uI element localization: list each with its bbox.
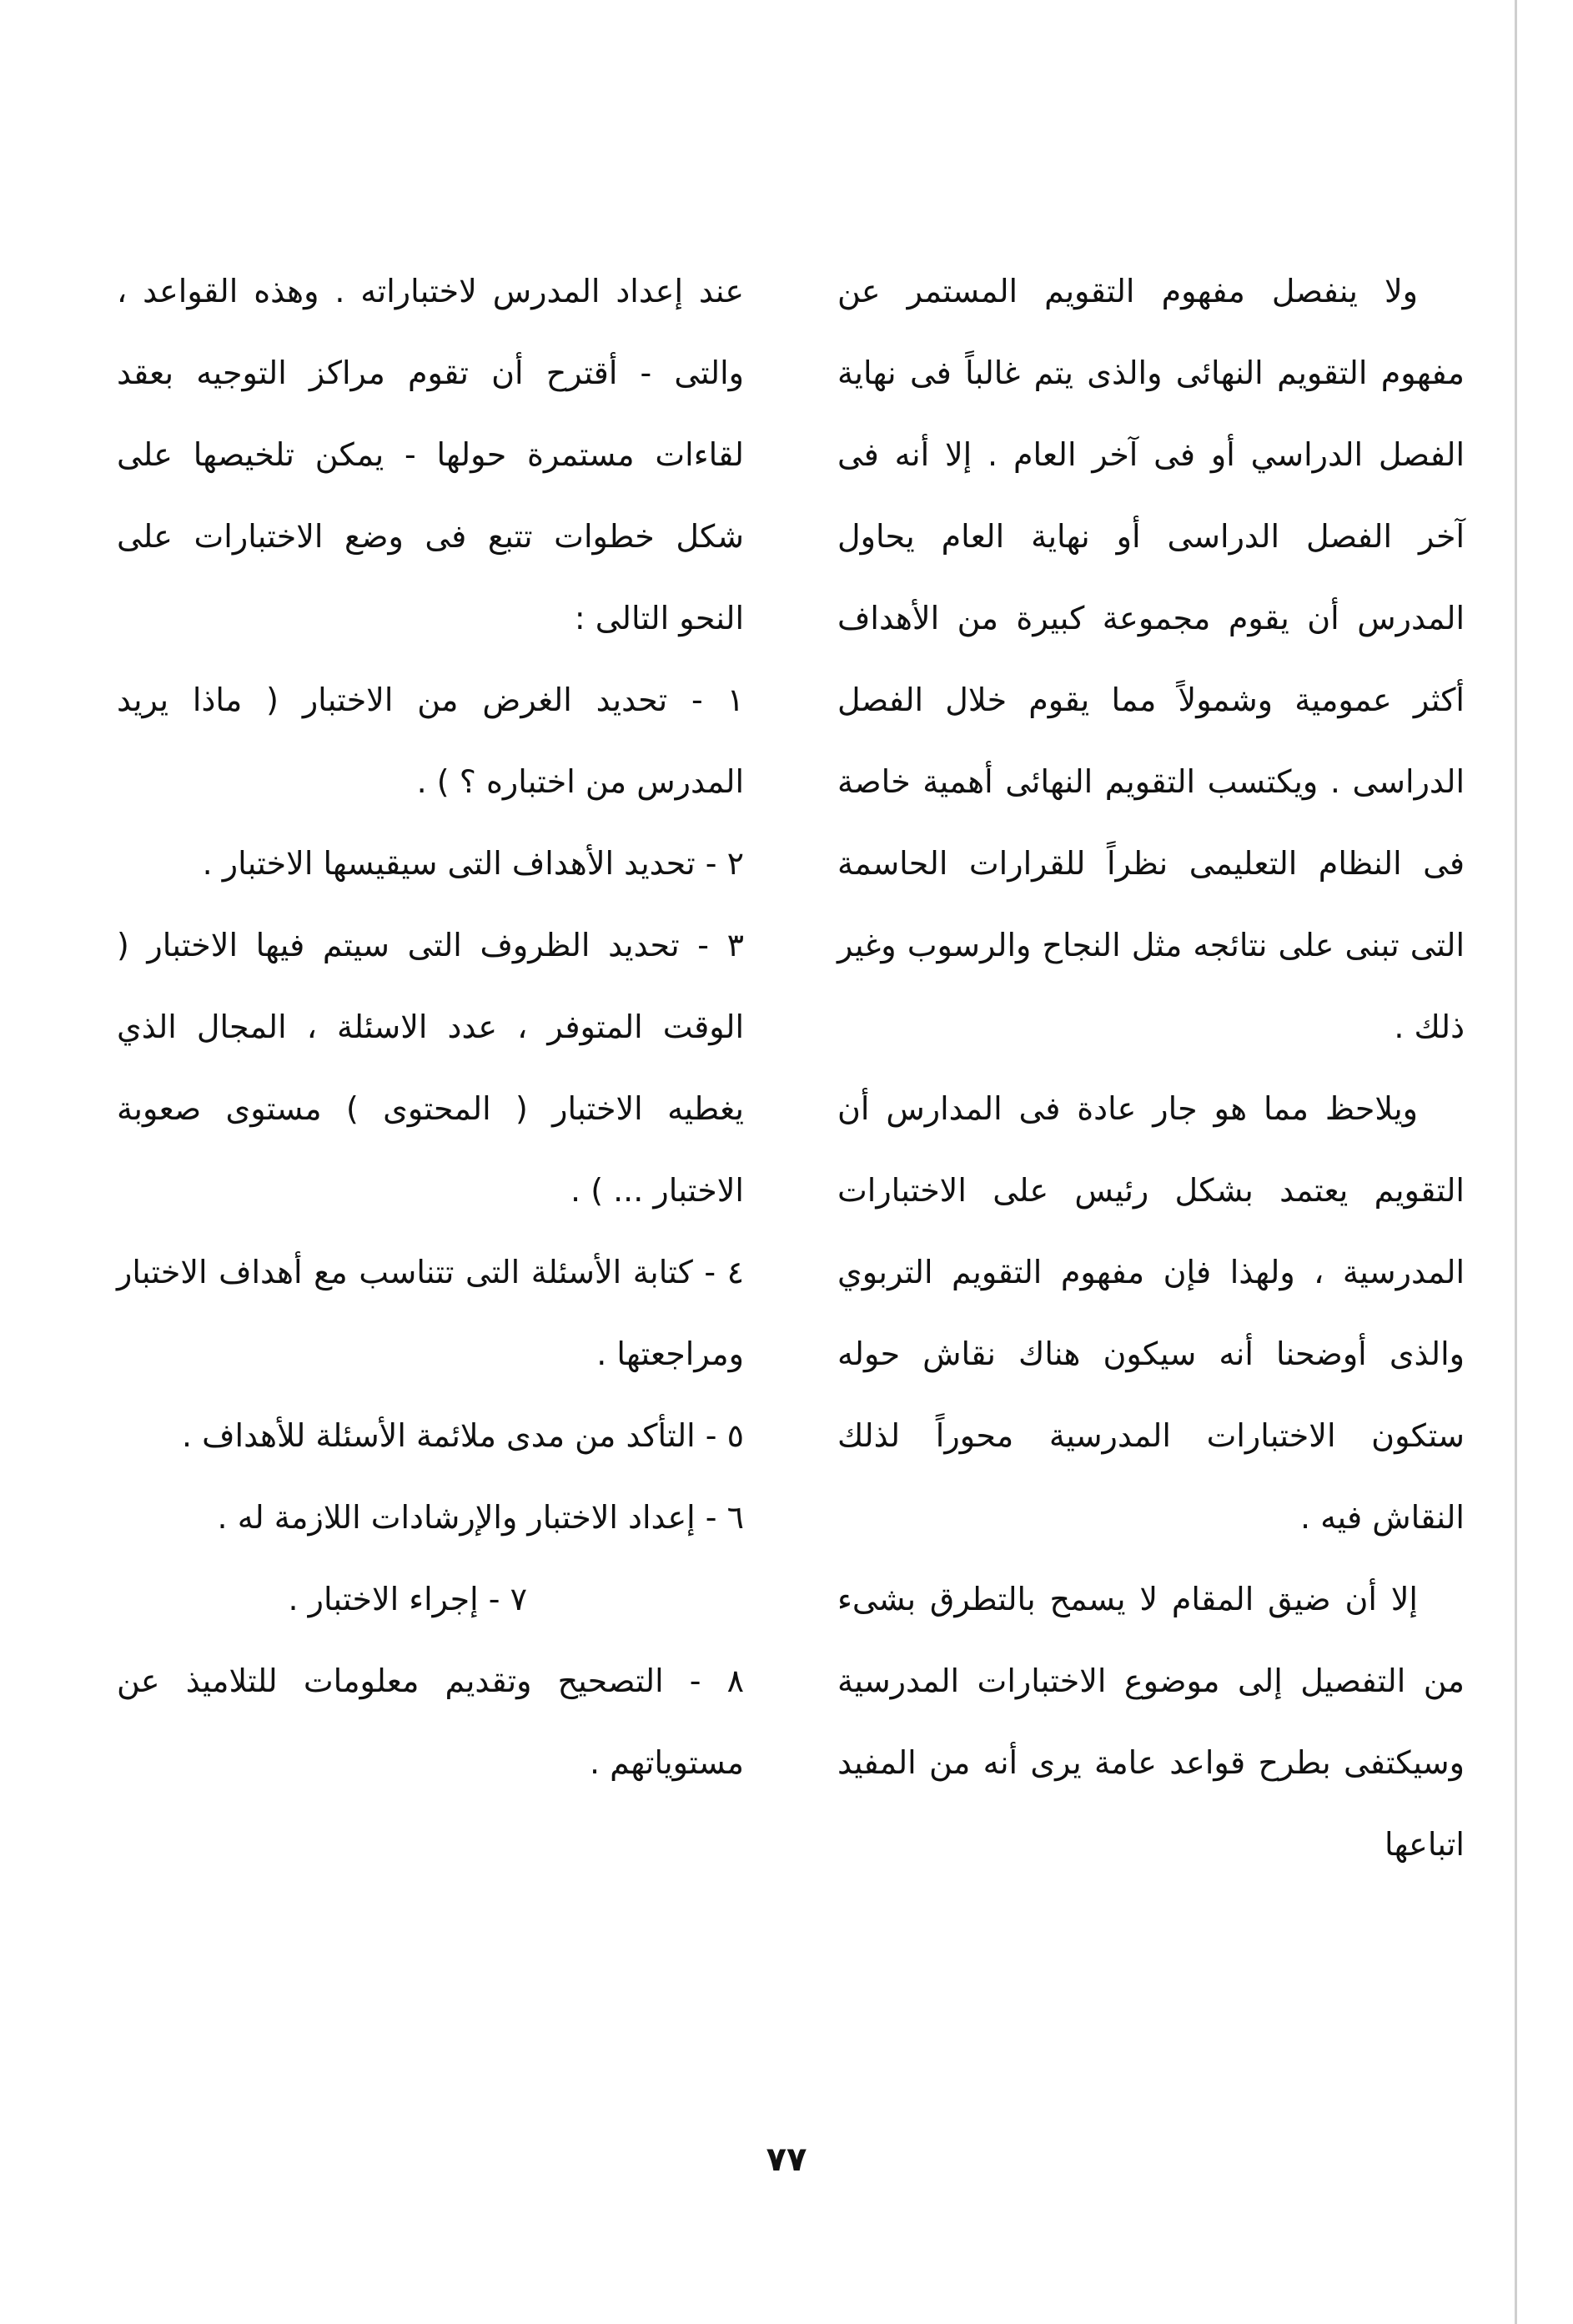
paragraph-rules-intro: عند إعداد المدرس لاختباراته . وهذه القواعد ، والتى - أقترح أن تقوم مراكز التوجيه بعقد لقاءات مستمرة حولها - يمكن تلخيصها على شكل خطوات تتبع فى وضع الاختبارات على النحو التالى : <box>117 273 744 636</box>
paragraph-school-tests: ويلاحظ مما هو جار عادة فى المدارس أن التقويم يعتمد بشكل رئيس على الاختبارات المدرسية ، ولهذا فإن مفهوم التقويم التربوي والذى أوضحنا أنه سيكون هناك نقاش حوله ستكون الاختبارات المدرسية محوراً لذلك النقاش فيه . <box>837 1090 1465 1536</box>
step-item: ٥ - التأكد من مدى ملائمة الأسئلة للأهداف . <box>181 1417 744 1454</box>
step-item: ٦ - إعداد الاختبار والإرشادات اللازمة له . <box>217 1499 744 1536</box>
left-text-column <box>117 250 744 1803</box>
step-item: ٨ - التصحيح وتقديم معلومات للتلاميذ عن مستوياتهم . <box>117 1663 744 1781</box>
step-item: ٢ - تحديد الأهداف التى سيقيسها الاختبار . <box>202 845 744 882</box>
step-item: ١ - تحديد الغرض من الاختبار ( ماذا يريد المدرس من اختباره ؟ ) . <box>117 682 744 800</box>
paragraph-final-evaluation: ولا ينفصل مفهوم التقويم المستمر عن مفهوم التقويم النهائى والذى يتم غالباً فى نهاية الفصل الدراسي أو فى آخر العام . إلا أنه فى آخر الفصل الدراسى أو نهاية العام يحاول المدرس أن يقوم مجموعة كبيرة من الأهداف أكثر عمومية وشمولاً مما يقوم خلال الفصل الدراسى . ويكتسب التقويم النهائى أهمية خاصة فى النظام التعليمى نظراً للقرارات الحاسمة التى تبنى على نتائجه مثل النجاح والرسوب وغير ذلك . <box>837 273 1465 1045</box>
right-text-column <box>837 250 1465 1885</box>
step-item: ٣ - تحديد الظروف التى سيتم فيها الاختبار ( الوقت المتوفر ، عدد الاسئلة ، المجال الذي يغطيه الاختبار ( المحتوى ) مستوى صعوبة الاختبار ... ) . <box>117 927 744 1209</box>
scan-edge-rule <box>1515 0 1517 2324</box>
step-item: ٤ - كتابة الأسئلة التى تتناسب مع أهداف الاختبار ومراجعتها . <box>117 1254 744 1372</box>
page-number: ٧٧ <box>766 2140 807 2179</box>
paragraph-general-rules: إلا أن ضيق المقام لا يسمح بالتطرق بشىء من التفصيل إلى موضوع الاختبارات المدرسية وسيكتفى بطرح قواعد عامة يرى أنه من المفيد اتباعها <box>837 1581 1465 1863</box>
step-item: ٧ - إجراء الاختبار . <box>288 1581 527 1617</box>
